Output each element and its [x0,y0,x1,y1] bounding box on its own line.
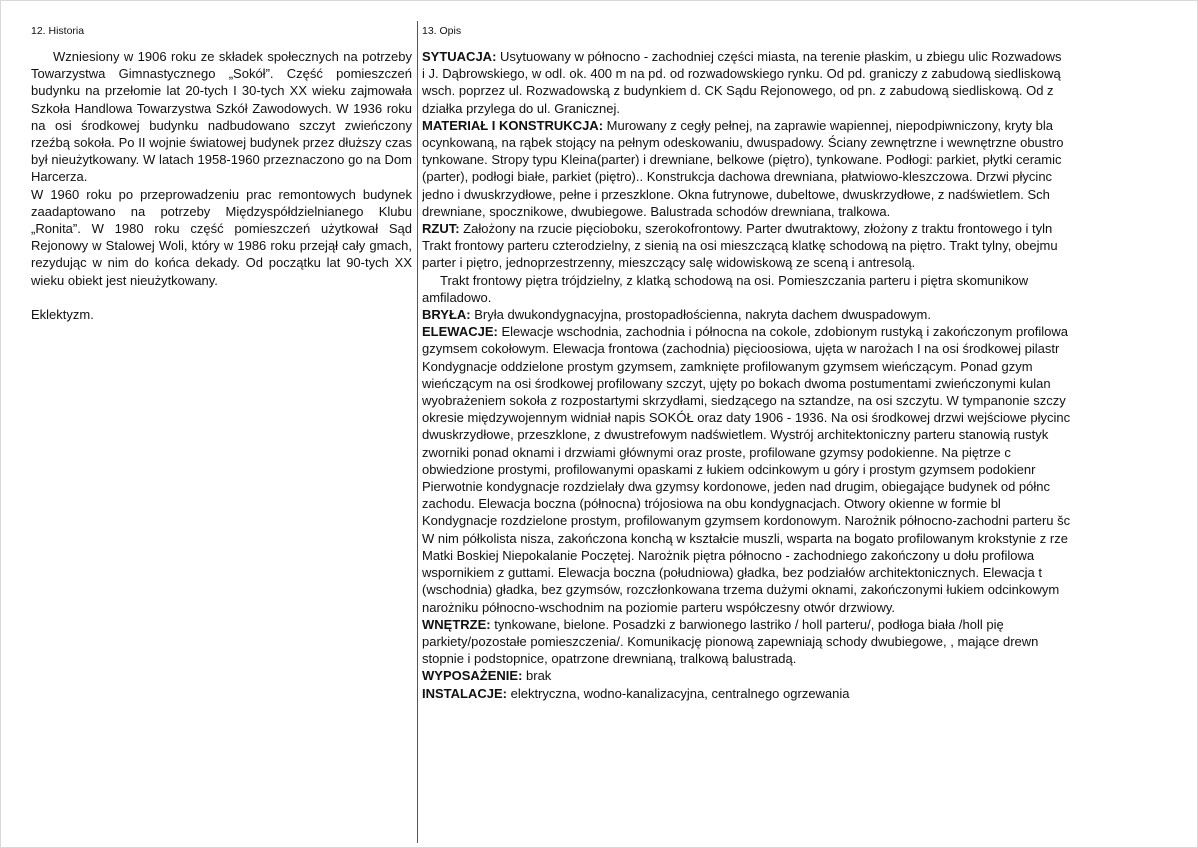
section-text: Usytuowany w północno - zachodniej części miasta, na terenie płaskim, u zbiegu ulic Rozwadows [496,49,1062,64]
section-text: Elewacje wschodnia, zachodnia i północna na cokole, zdobionym rustyką i zakończonym profilowa [497,324,1068,340]
section-line: (wschodnia) gładka, bez gzymsów, rozczłonkowana trzema dużymi oknami, zakończonymi łukiem odcinkowym [422,582,1060,598]
section-label: INSTALACJE: [422,685,507,701]
section-line [422,306,1189,323]
section-line [422,220,1189,237]
section-line [422,117,1189,134]
section-line: tynkowane. Stropy typu Kleina(parter) i drewniane, belkowe (piętro), tynkowane. Podłogi: parkiet, płytki ceramic [422,152,1062,168]
section-label: RZUT: [422,221,460,237]
section-line: parkiety/pozostałe pomieszczenia/. Komunikację pionową zapewniają schody dwubiegowe, , mające drewn [422,633,1039,649]
section-line: Pierwotnie kondygnacje rozdzielały dwa gzymsy kordonowe, jeden nad drugim, obiegające budynek od półnc [422,479,1050,495]
section-line: i J. Dąbrowskiego, w odl. ok. 400 m na pd. od rozwadowskiego rynku. Od pd. graniczy z zabudową siedliskową [422,66,1061,82]
section-line: okresie międzywojennym widniał napis SOKÓŁ oraz daty 1906 - 1936. Na osi środkowej drzwi wejściowe płycinc [422,410,1071,426]
section-line: wieńczącym na osi środkowej profilowany szczyt, ujęty po bokach dwoma postumentami zwieńczonymi kulan [422,375,1051,391]
section-line: (parter), podłogi białe, parkiet (piętro).. Konstrukcja dachowa drewniana, płatwiowo-kleszczowa. Drzwi płycinc [422,169,1053,185]
section-label: WYPOSAŻENIE: [422,668,523,684]
section-line: obwiedzione prostymi, profilowanymi opaskami z łukiem odcinkowym u góry i prostym gzymsem podokienr [422,461,1036,477]
history-paragraph: W 1960 roku po przeprowadzeniu prac remontowych budynek zaadaptowano na potrzeby Międzyspółdzielnianego Klubu „Ronita”. W 1980 roku część pomieszczeń użytkował Sąd Rejonowy w Stalowej Woli, który w 1986 roku przejął cały gmach, rezydując w nim do końca dekady. Od początku lat 90-tych XX wieku obiekt jest nieużytkowany. [31,186,412,288]
section-text: Bryła dwukondygnacyjna, prostopadłościenna, nakryta dachem dwuspadowym. [470,307,931,323]
section-line: Kondygnacje rozdzielone prostym, profilowanym gzymsem kordonowym. Narożnik północno-zachodni parteru šc [422,513,1071,529]
column-divider [417,21,418,843]
section-line: ocynkowaną, na rąbek stojący na pełnym odeskowaniu, dwuspadowy. Ściany zewnętrzne i wewnętrzne obustro [422,135,1064,151]
section-line [422,667,1189,684]
description-column [422,25,1189,702]
section-line: Kondygnacje oddzielone prostym gzymsem, zamknięte profilowanym gzymsem wieńczącym. Ponad gzym [422,358,1033,374]
section-line: drewniane, spocznikowe, dwubiegowe. Balustrada schodów drewniana, tralkowa. [422,203,891,219]
section-line: Matki Boskiej Niepokalanie Poczętej. Narożnik piętra północno - zachodniego zakończony u dołu profilowa [422,547,1035,563]
section-line: zworniki ponad oknami i drzwiami głównymi oraz proste, profilowane gzymsy podokienne. Na piętrze c [422,444,1011,460]
section-line [422,685,1189,702]
section-text: Założony na rzucie pięcioboku, szerokofrontowy. Parter dwutraktowy, złożony z traktu frontowego i tyln [459,221,1053,237]
section-line: wyobrażeniem sokoła z rozpostartymi skrzydłami, siedzącego na sztandze, na osi szczytu. W tympanonie szczy [422,393,1066,409]
section-line: działka przylega do ul. Granicznej. [422,100,620,116]
section-text: Murowany z cegły pełnej, na zaprawie wapiennej, niepodpiwniczony, kryty bla [603,117,1053,133]
section-line: Trakt frontowy parteru czterodzielny, z sienią na osi mieszczącą klatkę schodową na piętro. Trakt tylny, obejmu [422,238,1058,254]
section-line: wspornikiem z guttami. Elewacja boczna (południowa) gładka, bez podziałów architektonicznych. Elewacja t [422,565,1042,581]
section-line [422,323,1189,340]
description-header: 13. Opis [422,25,462,37]
history-header: 12. Historia [31,25,85,37]
section-label: BRYŁA: [422,307,471,323]
section-line: zachodu. Elewacja boczna (północna) trójosiowa na obu kondygnacjach. Otwory okienne w formie bl [422,496,1001,512]
section-text: tynkowane, bielone. Posadzki z barwionego lastriko / holl parteru/, podłoga biała /holl pię [490,616,1004,632]
section-label: MATERIAŁ I KONSTRUKCJA: [422,117,604,133]
section-line: W nim półkolista nisza, zakończona konchą w kształcie muszli, wsparta na bogato profilowanym krokstynie z rze [422,530,1068,546]
history-paragraph: Wzniesiony w 1906 roku ze składek społecznych na potrzeby Towarzystwa Gimnastycznego „Sokół”. Część pomieszczeń budynku na przełomie lat 20-tych I 30-tych XX wieku zajmowała Szkoła Handlowa Towarzystwa Szkół Zawodowych. W 1936 roku na osi środkowej budynku nadbudowano szczyt zwieńczony rzeźbą sokoła. Po II wojnie światowej budynek przez dłuższy czas był nieużytkowany. W latach 1958-1960 przeznaczono go na Dom Harcerza. [31,49,412,185]
section-line: Trakt frontowy piętra trójdzielny, z klatką schodową na osi. Pomieszczania parteru i piętra skomunikow [440,272,1029,288]
section-line: narożniku północno-wschodnim na poziomie parteru współczesny otwór drzwiowy. [422,599,896,615]
section-line: parter i piętro, jednoprzestrzenny, mieszczący salę widowiskową ze sceną i antresolą. [422,255,916,271]
section-label: ELEWACJE: [422,324,498,340]
section-line: stopnie i podstopnice, opatrzone drewnianą, tralkową balustradą. [422,651,797,667]
section-line [422,616,1189,633]
section-text: brak [522,668,552,684]
section-line: amfiladowo. [422,289,492,305]
section-line: gzymsem cokołowym. Elewacja frontowa (zachodnia) pięcioosiowa, ujęta w narożach I na osi środkowej pilastr [422,341,1060,357]
history-column [31,25,412,323]
section-line: jedno i dwuskrzydłowe, pełne i przeszklone. Okna futrynowe, dubeltowe, dwuskrzydłowe, z nadświetlem. Sch [422,186,1050,202]
section-label: WNĘTRZE: [422,616,491,632]
style-note: Eklektyzm. [31,306,94,322]
section-line [422,48,1189,65]
section-text: elektryczna, wodno-kanalizacyjna, centralnego ogrzewania [506,685,850,701]
section-line: dwuskrzydłowe, przeszklone, z dwustrefowym nadświetlem. Wystrój architektoniczny parteru stanowią rustyk [422,427,1049,443]
section-label: SYTUACJA: [422,49,497,64]
section-line: wsch. poprzez ul. Rozwadowską z budynkiem d. CK Sądu Rejonowego, od pn. z zabudową siedliskową. Od z [422,83,1054,99]
